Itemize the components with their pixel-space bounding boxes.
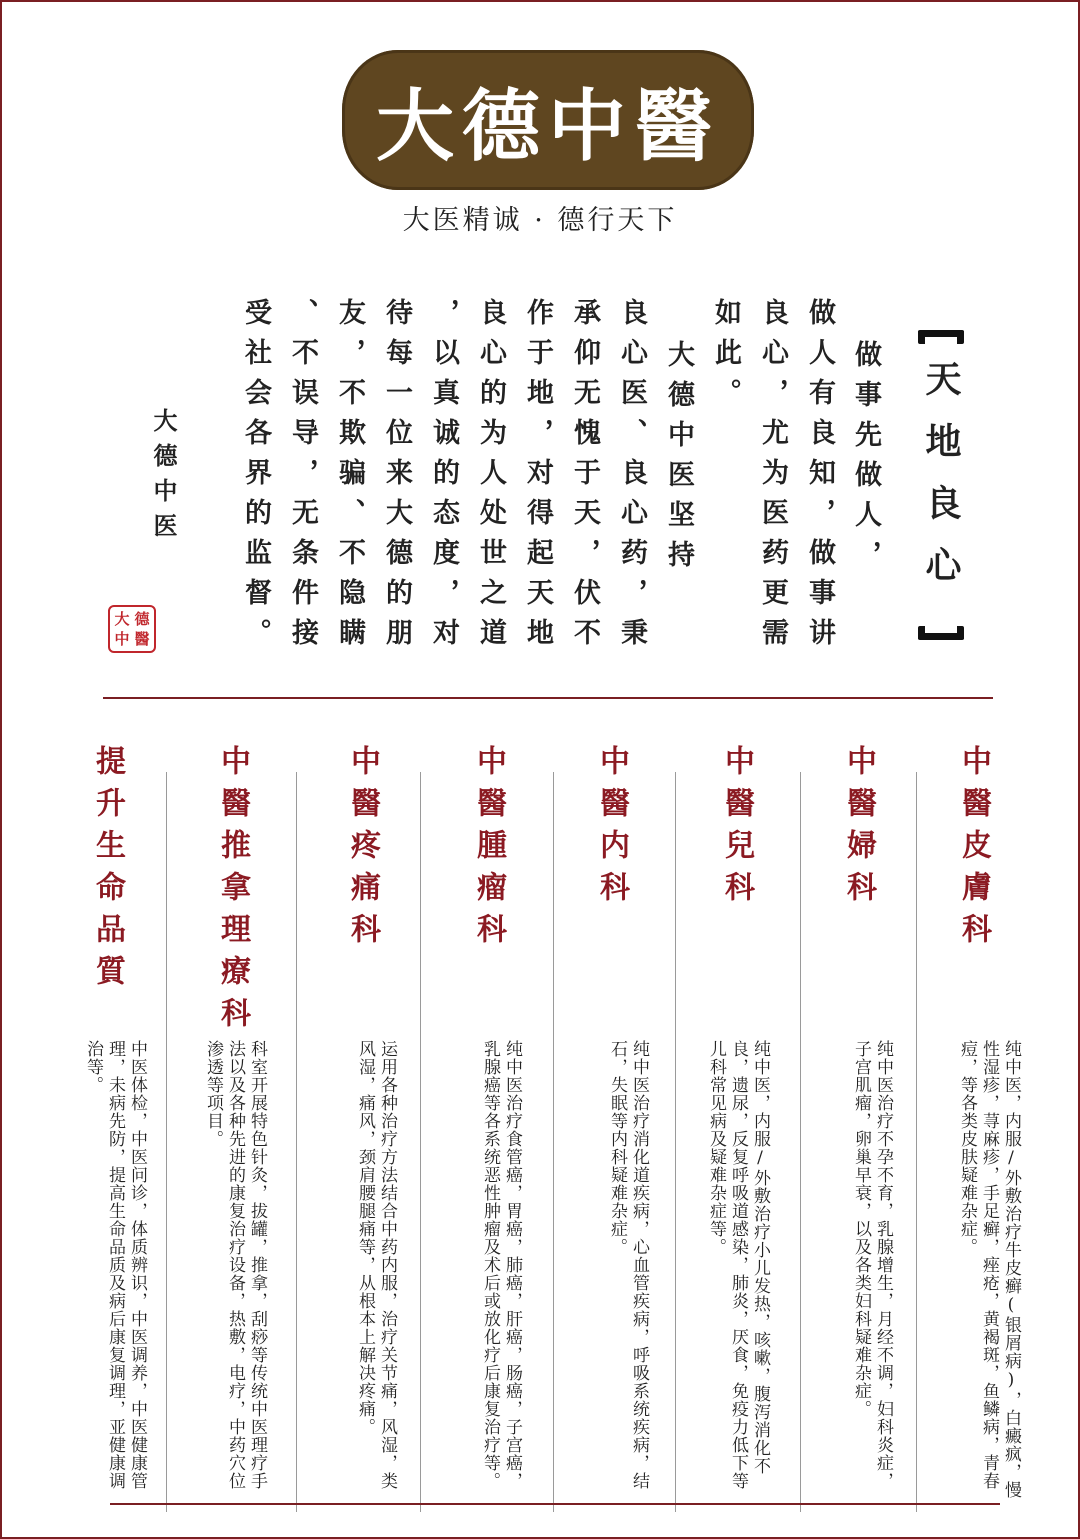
intro-column: 待每一位来大德的朋	[381, 298, 412, 658]
column-divider	[800, 772, 801, 1512]
dept-description: 科室开展特色针灸，拔罐，推拿，刮痧等传统中医理疗手法以及各种先进的康复治疗设备，热敷，电疗，中药穴位渗透等项目。	[203, 1040, 267, 1490]
column-divider	[166, 772, 167, 1512]
intro-column: 受社会各界的监督。	[240, 298, 271, 658]
intro-column: 做人有良知，做事讲	[804, 298, 835, 658]
intro-column: 做事先做人，	[850, 340, 881, 580]
column-divider	[916, 772, 917, 1512]
seal-stamp: 大 德 中 醫	[108, 605, 156, 653]
dept-description: 纯中医，内服/外敷治疗小儿发热，咳嗽，腹泻消化不良，遗尿，反复呼吸道感染，肺炎，厌食，免疫力低下等儿科常见病及疑难杂症等。	[706, 1040, 770, 1490]
dept-description: 运用各种治疗方法结合中药内服，治疗关节痛，风湿，类风湿，痛风，颈肩腰腿痛等，从根本上解决疼痛。	[355, 1040, 397, 1490]
intro-title-text: 天地良心	[920, 360, 962, 608]
dept-title: 中醫疼痛科	[345, 745, 380, 955]
dept-title: 中醫皮膚科	[956, 745, 991, 955]
column-divider	[675, 772, 676, 1512]
dept-description: 中医体检，中医问诊，体质辨识，中医调养，中医健康管理，未病先防，提高生命品质及病后康复调理，亚健康调治等。	[83, 1040, 147, 1490]
brand-slogan: 大医精诚 · 德行天下	[402, 205, 678, 236]
intro-column: 大德中医坚持	[663, 340, 694, 580]
intro-column: 友，不欺骗、不隐瞒	[334, 298, 365, 658]
divider-bottom	[110, 1503, 1000, 1505]
divider-top	[103, 697, 993, 699]
intro-column: 良心的为人处世之道	[475, 298, 506, 658]
bracket-bottom	[918, 626, 964, 640]
brand-logo	[342, 50, 754, 190]
dept-title: 中醫兒科	[719, 745, 754, 913]
dept-title: 中醫婦科	[841, 745, 876, 913]
intro-column: ，以真诚的态度，对	[428, 298, 459, 658]
intro-column: 承仰无愧于天，伏不	[569, 298, 600, 658]
dept-title: 中醫推拿理療科	[215, 745, 250, 1039]
dept-description: 纯中医治疗不孕不育，乳腺增生，月经不调，妇科炎症，子宫肌瘤，卵巢早衰，以及各类妇科疑难杂症。	[851, 1040, 893, 1490]
column-divider	[296, 772, 297, 1512]
intro-column: 良心，尤为医药更需	[757, 298, 788, 658]
dept-description: 纯中医，内服/外敷治疗牛皮癣(银屑病)，白癜疯，慢性湿疹，荨麻疹，手足癣，痤疮，黄褐斑，鱼鳞病，青春痘，等各类皮肤疑难杂症。	[957, 1040, 1021, 1499]
dept-description: 纯中医治疗食管癌，胃癌，肺癌，肝癌，肠癌，子宫癌，乳腺癌等各系统恶性肿瘤及术后或放化疗后康复治疗等。	[480, 1040, 522, 1490]
column-divider	[420, 772, 421, 1512]
dept-description: 纯中医治疗消化道疾病，心血管疾病，呼吸系统疾病，结石，失眠等内科疑难杂症。	[607, 1040, 649, 1490]
intro-column: 、不误导，无条件接	[287, 298, 318, 658]
intro-title	[918, 330, 964, 640]
intro-column: 如此。	[710, 298, 741, 418]
bracket-top	[918, 330, 964, 344]
intro-column: 良心医、良心药，秉	[616, 298, 647, 658]
signature: 大德中医	[149, 408, 178, 548]
logo-text: 大德中醫	[375, 81, 720, 172]
dept-title: 中醫腫瘤科	[471, 745, 506, 955]
dept-title: 中醫内科	[594, 745, 629, 913]
intro-column: 作于地，对得起天地	[522, 298, 553, 658]
dept-title: 提升生命品質	[90, 745, 125, 997]
column-divider	[553, 772, 554, 1512]
